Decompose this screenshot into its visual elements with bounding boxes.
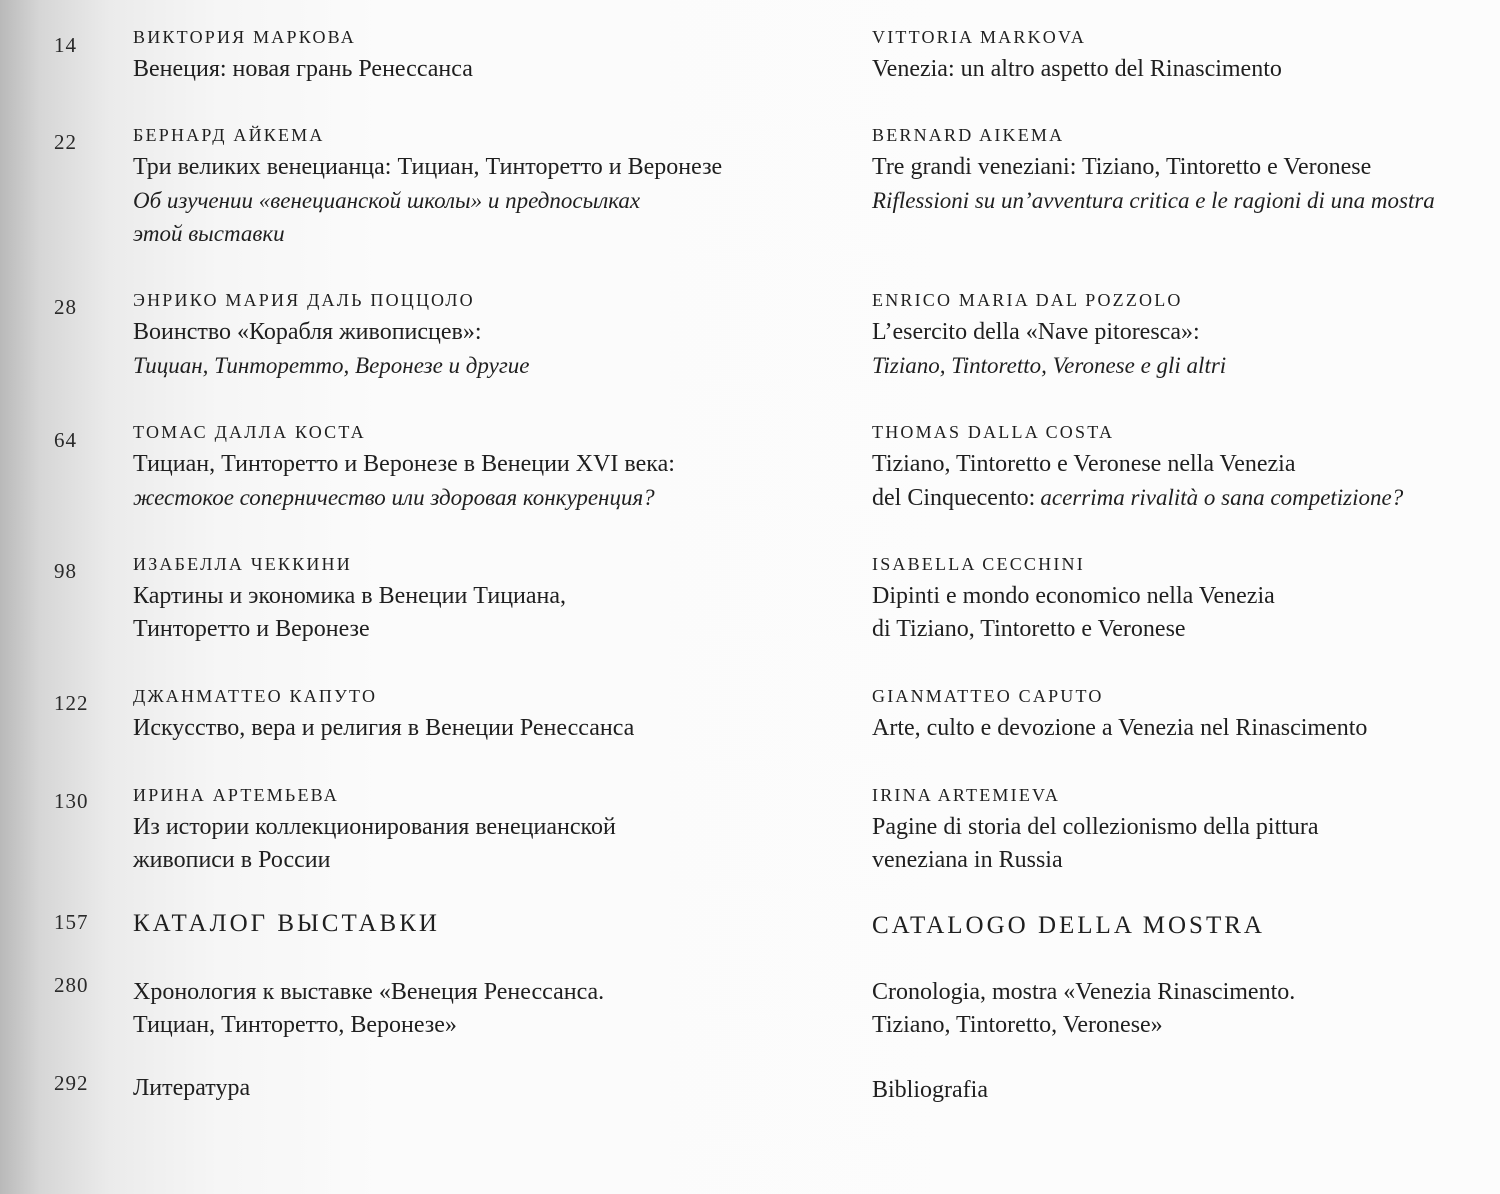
toc-entry-it	[872, 685, 1472, 745]
page-number: 64	[54, 428, 77, 452]
author-name: BERNARD AIKEMA	[872, 125, 1065, 145]
page-number: 122	[54, 691, 89, 715]
toc-entry-ru	[133, 124, 823, 250]
page-number: 280	[54, 973, 89, 997]
essay-subtitle: acerrima rivalità o sana competizione?	[1040, 485, 1404, 510]
page-number: 14	[54, 33, 77, 57]
chronology-title: Тициан, Тинторетто, Веронезе»	[133, 1012, 457, 1038]
author-name: VITTORIA MARKOVA	[872, 27, 1087, 47]
essay-title: Три великих венецианца: Тициан, Тинторетто и Веронезе	[133, 154, 723, 180]
section-heading-catalog-it: CATALOGO DELLA MOSTRA	[872, 912, 1265, 939]
toc-entry-it	[872, 26, 1472, 86]
toc-entry-ru	[133, 976, 823, 1042]
author-name: ISABELLA CECCHINI	[872, 554, 1085, 574]
chronology-title: Tiziano, Tintoretto, Veronese»	[872, 1012, 1163, 1038]
page-number: 130	[54, 789, 89, 813]
essay-title: di Tiziano, Tintoretto e Veronese	[872, 616, 1186, 642]
author-name: GIANMATTEO CAPUTO	[872, 686, 1104, 706]
essay-title: Воинство «Корабля живописцев»:	[133, 319, 482, 345]
essay-title: Pagine di storia del collezionismo della pittura	[872, 814, 1319, 840]
toc-entry-it	[872, 553, 1472, 646]
toc-entry-it	[872, 421, 1472, 515]
essay-title: Тициан, Тинторетто и Веронезе в Венеции XVI века:	[133, 451, 675, 477]
page-number: 22	[54, 130, 77, 154]
bibliography-title-ru: Литература	[133, 1075, 251, 1101]
essay-title-line	[872, 481, 1472, 515]
page-number: 28	[54, 295, 77, 319]
page-number: 157	[54, 910, 89, 934]
toc-entry-ru	[133, 784, 823, 877]
chronology-title: Cronologia, mostra «Venezia Rinascimento.	[872, 979, 1296, 1005]
essay-title: Из истории коллекционирования венецианской	[133, 814, 616, 840]
author-name: ДЖАНМАТТЕО КАПУТО	[133, 686, 378, 706]
author-name: ENRICO MARIA DAL POZZOLO	[872, 290, 1183, 310]
toc-entry-ru	[133, 421, 823, 514]
essay-title: del Cinquecento:	[872, 485, 1036, 511]
page-number: 292	[54, 1071, 89, 1095]
author-name: ИЗАБЕЛЛА ЧЕККИНИ	[133, 554, 352, 574]
essay-title: Tiziano, Tintoretto e Veronese nella Venezia	[872, 451, 1296, 477]
toc-entry-ru	[133, 685, 823, 745]
essay-title: Dipinti e mondo economico nella Venezia	[872, 583, 1275, 609]
author-name: THOMAS DALLA COSTA	[872, 422, 1115, 442]
author-name: ТОМАС ДАЛЛА КОСТА	[133, 422, 366, 442]
essay-title: живописи в России	[133, 847, 331, 873]
essay-title: Tre grandi veneziani: Tiziano, Tintoretto e Veronese	[872, 154, 1372, 180]
essay-title: Тинторетто и Веронезе	[133, 616, 370, 642]
essay-title: Картины и экономика в Венеции Тициана,	[133, 583, 567, 609]
essay-title: L’esercito della «Nave pitoresca»:	[872, 319, 1200, 345]
toc-entry-it	[872, 784, 1472, 877]
essay-title: Искусство, вера и религия в Венеции Ренессанса	[133, 715, 635, 741]
author-name: ЭНРИКО МАРИЯ ДАЛЬ ПОЦЦОЛО	[133, 290, 475, 310]
toc-entry-ru	[133, 26, 823, 86]
toc-entry-it	[872, 976, 1472, 1042]
toc-entry-ru	[133, 289, 823, 382]
toc-entry-ru	[133, 553, 823, 646]
essay-title: Venezia: un altro aspetto del Rinascimento	[872, 56, 1282, 82]
bibliography-title-it: Bibliografia	[872, 1077, 988, 1103]
page-number: 98	[54, 559, 77, 583]
author-name: ИРИНА АРТЕМЬЕВА	[133, 785, 339, 805]
author-name: ВИКТОРИЯ МАРКОВА	[133, 27, 356, 47]
essay-title: Arte, culto e devozione a Venezia nel Rinascimento	[872, 715, 1368, 741]
essay-title: Венеция: новая грань Ренессанса	[133, 56, 473, 82]
section-heading-catalog-ru: КАТАЛОГ ВЫСТАВКИ	[133, 910, 440, 937]
author-name: IRINA ARTEMIEVA	[872, 785, 1061, 805]
chronology-title: Хронология к выставке «Венеция Ренессанса.	[133, 979, 605, 1005]
essay-subtitle: Об изучении «венецианской школы» и предпосылках	[133, 188, 641, 213]
essay-subtitle: Tiziano, Tintoretto, Veronese e gli altri	[872, 353, 1227, 378]
essay-title: veneziana in Russia	[872, 847, 1063, 873]
essay-subtitle: этой выставки	[133, 221, 285, 246]
essay-subtitle: Riflessioni su un’avventura critica e le ragioni di una mostra	[872, 188, 1435, 213]
author-name: БЕРНАРД АЙКЕМА	[133, 125, 325, 145]
essay-subtitle: жестокое соперничество или здоровая конкуренция?	[133, 485, 655, 510]
toc-entry-it	[872, 289, 1472, 382]
essay-subtitle: Тициан, Тинторетто, Веронезе и другие	[133, 353, 530, 378]
toc-entry-it	[872, 124, 1472, 217]
